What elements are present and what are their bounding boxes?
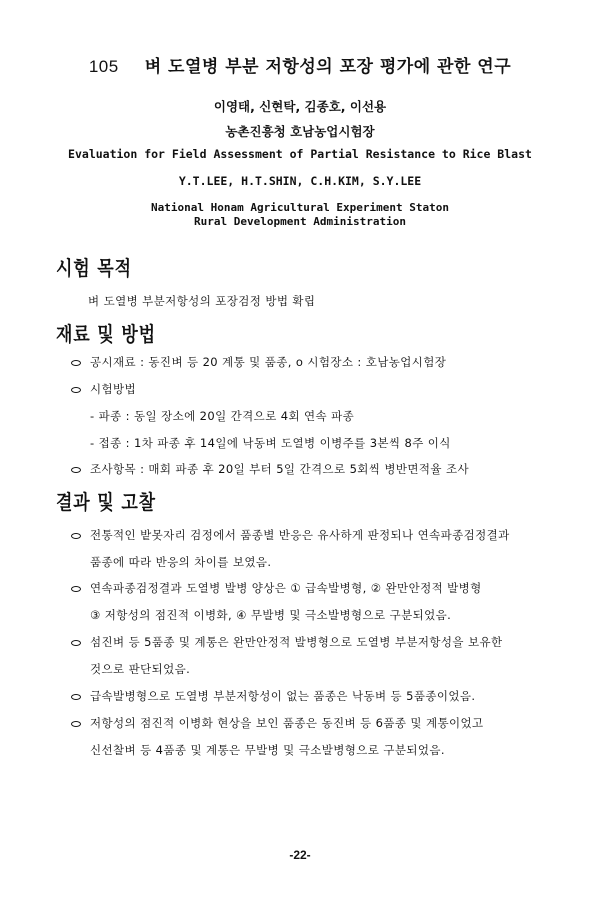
- bullet-icon: [71, 586, 81, 592]
- title-korean: 벼 도열병 부분 저항성의 포장 평가에 관한 연구: [144, 57, 512, 77]
- methods-survey-items: 조사항목 : 매회 파종 후 20일 부터 5일 간격으로 5회씩 병반면적율 조사: [90, 462, 469, 476]
- abstract-number: 105: [88, 57, 119, 76]
- institution-korean: 농촌진흥청 호남농업시험장: [225, 124, 375, 139]
- page-number: -22-: [289, 848, 311, 862]
- result-1-line-2: 품종에 따라 반응의 차이를 보였음.: [90, 555, 272, 569]
- institution-english-line-2: Rural Development Administration: [194, 215, 406, 228]
- result-2-line-2: ③ 저항성의 점진적 이병화, ④ 무발병 및 극소발병형으로 구분되었음.: [90, 608, 452, 622]
- institution-english-line-1: National Honam Agricultural Experiment Staton: [150, 201, 449, 214]
- authors-english: Y.T.LEE, H.T.SHIN, C.H.KIM, S.Y.LEE: [178, 174, 422, 188]
- bullet-icon: [71, 640, 81, 646]
- section-heading-objective: 시험 목적: [56, 256, 132, 280]
- methods-materials-location: 공시재료 : 동진벼 등 20 계통 및 품종, ο 시험장소 : 호남농업시험장: [90, 355, 447, 369]
- result-5-line-2: 신선찰벼 등 4품종 및 계통은 무발병 및 극소발병형으로 구분되었음.: [90, 743, 445, 757]
- result-3-line-2: 것으로 판단되었음.: [90, 662, 191, 676]
- methods-inoculation: - 접종 : 1차 파종 후 14일에 낙동벼 도열병 이병주를 3본씩 8주 이식: [90, 436, 451, 450]
- result-2-line-1: 연속파종검정결과 도열병 발병 양상은 ① 급속발병형, ② 완만안정적 발병형: [90, 581, 482, 595]
- bullet-icon: [71, 360, 81, 366]
- objective-text: 벼 도열병 부분저항성의 포장검정 방법 확립: [88, 294, 316, 308]
- bullet-icon: [71, 533, 81, 539]
- methods-procedure-label: 시험방법: [90, 382, 137, 396]
- title-english: Evaluation for Field Assessment of Partial Resistance to Rice Blast: [68, 147, 532, 161]
- bullet-icon: [71, 467, 81, 473]
- authors-korean: 이영태, 신현탁, 김종호, 이선용: [213, 99, 387, 114]
- section-heading-results: 결과 및 고찰: [56, 490, 156, 514]
- methods-sowing: - 파종 : 동일 장소에 20일 간격으로 4회 연속 파종: [90, 409, 355, 423]
- bullet-icon: [71, 387, 81, 393]
- bullet-icon: [71, 721, 81, 727]
- paper-title: [0, 52, 600, 77]
- result-1-line-1: 전통적인 밭못자리 검정에서 품종별 반응은 유사하게 판정되나 연속파종검정결과: [90, 528, 510, 542]
- result-3-line-1: 섬진벼 등 5품종 및 계통은 완만안정적 발병형으로 도열병 부분저항성을 보유한: [90, 635, 503, 649]
- bullet-icon: [71, 694, 81, 700]
- result-4: 급속발병형으로 도열병 부분저항성이 없는 품종은 낙동벼 등 5품종이었음.: [90, 689, 476, 703]
- section-heading-methods: 재료 및 방법: [56, 322, 156, 346]
- result-5-line-1: 저항성의 점진적 이병화 현상을 보인 품종은 동진벼 등 6품종 및 계통이었고: [90, 716, 484, 730]
